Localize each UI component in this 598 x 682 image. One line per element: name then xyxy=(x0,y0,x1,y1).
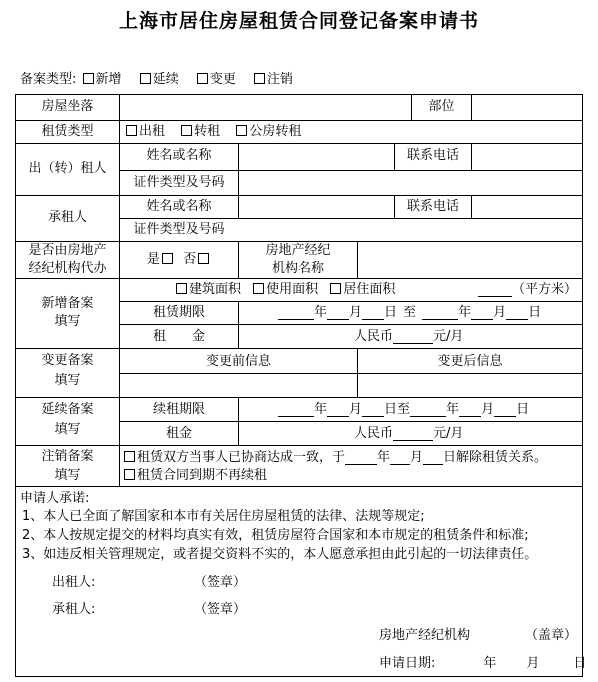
checkbox-icon[interactable] xyxy=(124,469,135,480)
area-value xyxy=(478,282,577,297)
commitment-heading: 申请人承诺: xyxy=(20,491,90,506)
checkbox-icon[interactable] xyxy=(330,283,341,294)
col-divider xyxy=(238,301,239,348)
lessor-sign-field[interactable]: （签章） xyxy=(194,575,247,590)
cancel-month-input[interactable] xyxy=(390,451,410,465)
location-field[interactable] xyxy=(122,97,408,118)
application-form xyxy=(15,94,587,677)
after-change-field[interactable] xyxy=(360,375,578,395)
lease-type-options xyxy=(126,124,301,139)
form-title: 上海市居住房屋租赁合同登记备案申请书 xyxy=(118,10,479,32)
row-divider xyxy=(16,397,582,398)
col-divider xyxy=(471,195,472,218)
checkbox-icon[interactable] xyxy=(236,125,247,136)
lessee-id-label: 证件类型及号码 xyxy=(133,222,225,237)
row-divider xyxy=(16,120,582,121)
lessee-phone-field[interactable] xyxy=(474,197,578,216)
date-label: 申请日期: xyxy=(379,656,436,671)
col-divider xyxy=(357,241,358,278)
agency-question: 是否由房地产 经纪机构代办 xyxy=(28,243,107,276)
lessor-id-field[interactable] xyxy=(241,172,578,193)
row-divider xyxy=(16,486,582,487)
agency-name-label: 房地产经纪 机构名称 xyxy=(265,243,331,276)
commitment-item: 3、如违反相关管理规定，或者提交资料不实的，本人愿意承担由此引起的一切法律责任。 xyxy=(22,547,538,562)
area-input[interactable] xyxy=(478,283,512,297)
start-year-input[interactable] xyxy=(278,306,314,320)
renew-start-year-input[interactable] xyxy=(278,403,314,417)
lease-option-rent[interactable]: 出租 xyxy=(126,124,165,139)
lessee-name-label: 姓名或名称 xyxy=(146,199,212,214)
lessee-label: 承租人 xyxy=(47,210,87,225)
area-option-living[interactable]: 居住面积 xyxy=(330,282,395,297)
row-divider xyxy=(119,373,582,374)
renew-end-month-input[interactable] xyxy=(459,403,481,417)
cancel-year-input[interactable] xyxy=(345,451,377,465)
checkbox-icon[interactable] xyxy=(176,283,187,294)
lessee-name-field[interactable] xyxy=(241,197,391,216)
application-date: 申请日期: 年 月 日 xyxy=(379,656,587,671)
cancel-filing-label: 注销备案 填写 xyxy=(41,449,94,483)
renew-end-day-input[interactable] xyxy=(494,403,516,417)
area-option-usable[interactable]: 使用面积 xyxy=(253,282,318,297)
row-divider xyxy=(16,348,582,349)
checkbox-icon[interactable] xyxy=(254,73,265,84)
lease-option-sublet[interactable]: 转租 xyxy=(181,124,220,139)
row-divider xyxy=(119,170,582,171)
row-divider xyxy=(16,278,582,279)
col-divider xyxy=(238,143,239,218)
renew-end-year-input[interactable] xyxy=(410,403,446,417)
lessee-phone-label: 联系电话 xyxy=(406,199,459,214)
agency-name-field[interactable] xyxy=(360,243,578,276)
change-filing-label: 变更备案 填写 xyxy=(41,353,94,388)
lessor-name-field[interactable] xyxy=(241,145,391,167)
col-divider xyxy=(471,95,472,120)
renewal-rent-label: 租金 xyxy=(165,426,192,441)
end-day-input[interactable] xyxy=(506,306,528,320)
row-divider xyxy=(119,218,582,219)
cancel-day-input[interactable] xyxy=(423,451,443,465)
lessee-sign-field[interactable]: （签章） xyxy=(194,602,247,617)
renew-start-month-input[interactable] xyxy=(327,403,349,417)
filing-option-new[interactable]: 新增 xyxy=(83,72,122,87)
renewal-rent-value: 人民币 元/月 xyxy=(354,426,464,441)
rent-input[interactable] xyxy=(393,330,433,344)
checkbox-icon[interactable] xyxy=(181,125,192,136)
renewal-term-label: 续租期限 xyxy=(152,402,205,417)
lessor-label: 出（转）租人 xyxy=(28,161,107,176)
start-month-input[interactable] xyxy=(327,306,349,320)
row-divider xyxy=(16,195,582,196)
lease-option-public-sublet[interactable]: 公房转租 xyxy=(236,124,301,139)
area-options xyxy=(176,282,395,297)
before-change-field[interactable] xyxy=(122,375,355,395)
filing-option-change[interactable]: 变更 xyxy=(197,72,236,87)
renewal-filing-label: 延续备案 填写 xyxy=(41,402,94,437)
end-month-input[interactable] xyxy=(471,306,493,320)
checkbox-icon[interactable] xyxy=(197,73,208,84)
lease-type-label: 租赁类型 xyxy=(41,124,94,139)
commitment-item: 2、本人按规定提交的材料均真实有效，租赁房屋符合国家和本市规定的租赁条件和标准; xyxy=(22,528,529,543)
renewal-term-value: 年 月 日至 年 月 日 xyxy=(278,402,529,417)
lessee-id-field[interactable] xyxy=(241,220,578,239)
checkbox-icon[interactable] xyxy=(140,73,151,84)
rent-label: 租 金 xyxy=(152,329,205,344)
lessor-id-label: 证件类型及号码 xyxy=(133,175,225,190)
checkbox-icon[interactable] xyxy=(198,253,209,264)
new-filing-label: 新增备案 填写 xyxy=(41,296,94,329)
agency-sign-label: 房地产经纪机构 xyxy=(379,628,471,643)
rent-value: 人民币 元/月 xyxy=(354,329,464,344)
filing-type-label: 备案类型: xyxy=(20,72,77,87)
row-divider xyxy=(119,421,582,422)
row-divider xyxy=(16,143,582,144)
before-change-label: 变更前信息 xyxy=(205,354,271,369)
checkbox-icon[interactable] xyxy=(126,125,137,136)
area-unit: （平方米） xyxy=(512,282,578,297)
row-divider xyxy=(16,445,582,446)
lessor-name-label: 姓名或名称 xyxy=(146,148,212,163)
row-divider xyxy=(16,241,582,242)
lessor-sign-label: 出租人: xyxy=(52,575,96,590)
agency-seal-field[interactable]: （盖章） xyxy=(525,628,578,643)
checkbox-icon[interactable] xyxy=(162,253,173,264)
lessor-phone-label: 联系电话 xyxy=(406,148,459,163)
area-option-building[interactable]: 建筑面积 xyxy=(176,282,241,297)
checkbox-icon[interactable] xyxy=(253,283,264,294)
filing-type-row xyxy=(20,68,307,87)
cancel-option-agreed[interactable]: 租赁双方当事人已协商达成一致，于 年 月 日解除租赁关系。 xyxy=(124,450,547,465)
checkbox-icon[interactable] xyxy=(83,73,94,84)
start-day-input[interactable] xyxy=(362,306,384,320)
col-divider xyxy=(471,143,472,170)
lessor-phone-field[interactable] xyxy=(474,145,578,167)
commitment-item: 1、本人已全面了解国家和本市有关居住房屋租赁的法律、法规等规定; xyxy=(22,509,425,524)
term-label: 租赁期限 xyxy=(152,305,205,320)
renewal-rent-input[interactable] xyxy=(393,427,433,441)
lessee-sign-label: 承租人: xyxy=(52,602,96,617)
checkbox-icon[interactable] xyxy=(124,451,135,462)
unit-field[interactable] xyxy=(474,97,578,118)
term-value: 年 月 日 至 年 月 日 xyxy=(278,305,541,320)
location-label: 房屋坐落 xyxy=(41,99,94,114)
after-change-label: 变更后信息 xyxy=(437,354,503,369)
filing-option-cancel[interactable]: 注销 xyxy=(254,72,293,87)
agency-no-option[interactable]: 否 xyxy=(183,252,211,267)
cancel-option-expired[interactable]: 租赁合同到期不再续租 xyxy=(124,468,267,483)
end-year-input[interactable] xyxy=(422,306,458,320)
renew-start-day-input[interactable] xyxy=(362,403,384,417)
unit-label: 部位 xyxy=(428,99,455,114)
agency-yes-option[interactable]: 是 xyxy=(147,252,175,267)
filing-option-renew[interactable]: 延续 xyxy=(140,72,179,87)
agency-yes-no xyxy=(120,252,238,267)
row-divider xyxy=(119,324,582,325)
col-divider xyxy=(238,397,239,445)
row-divider xyxy=(119,301,582,302)
